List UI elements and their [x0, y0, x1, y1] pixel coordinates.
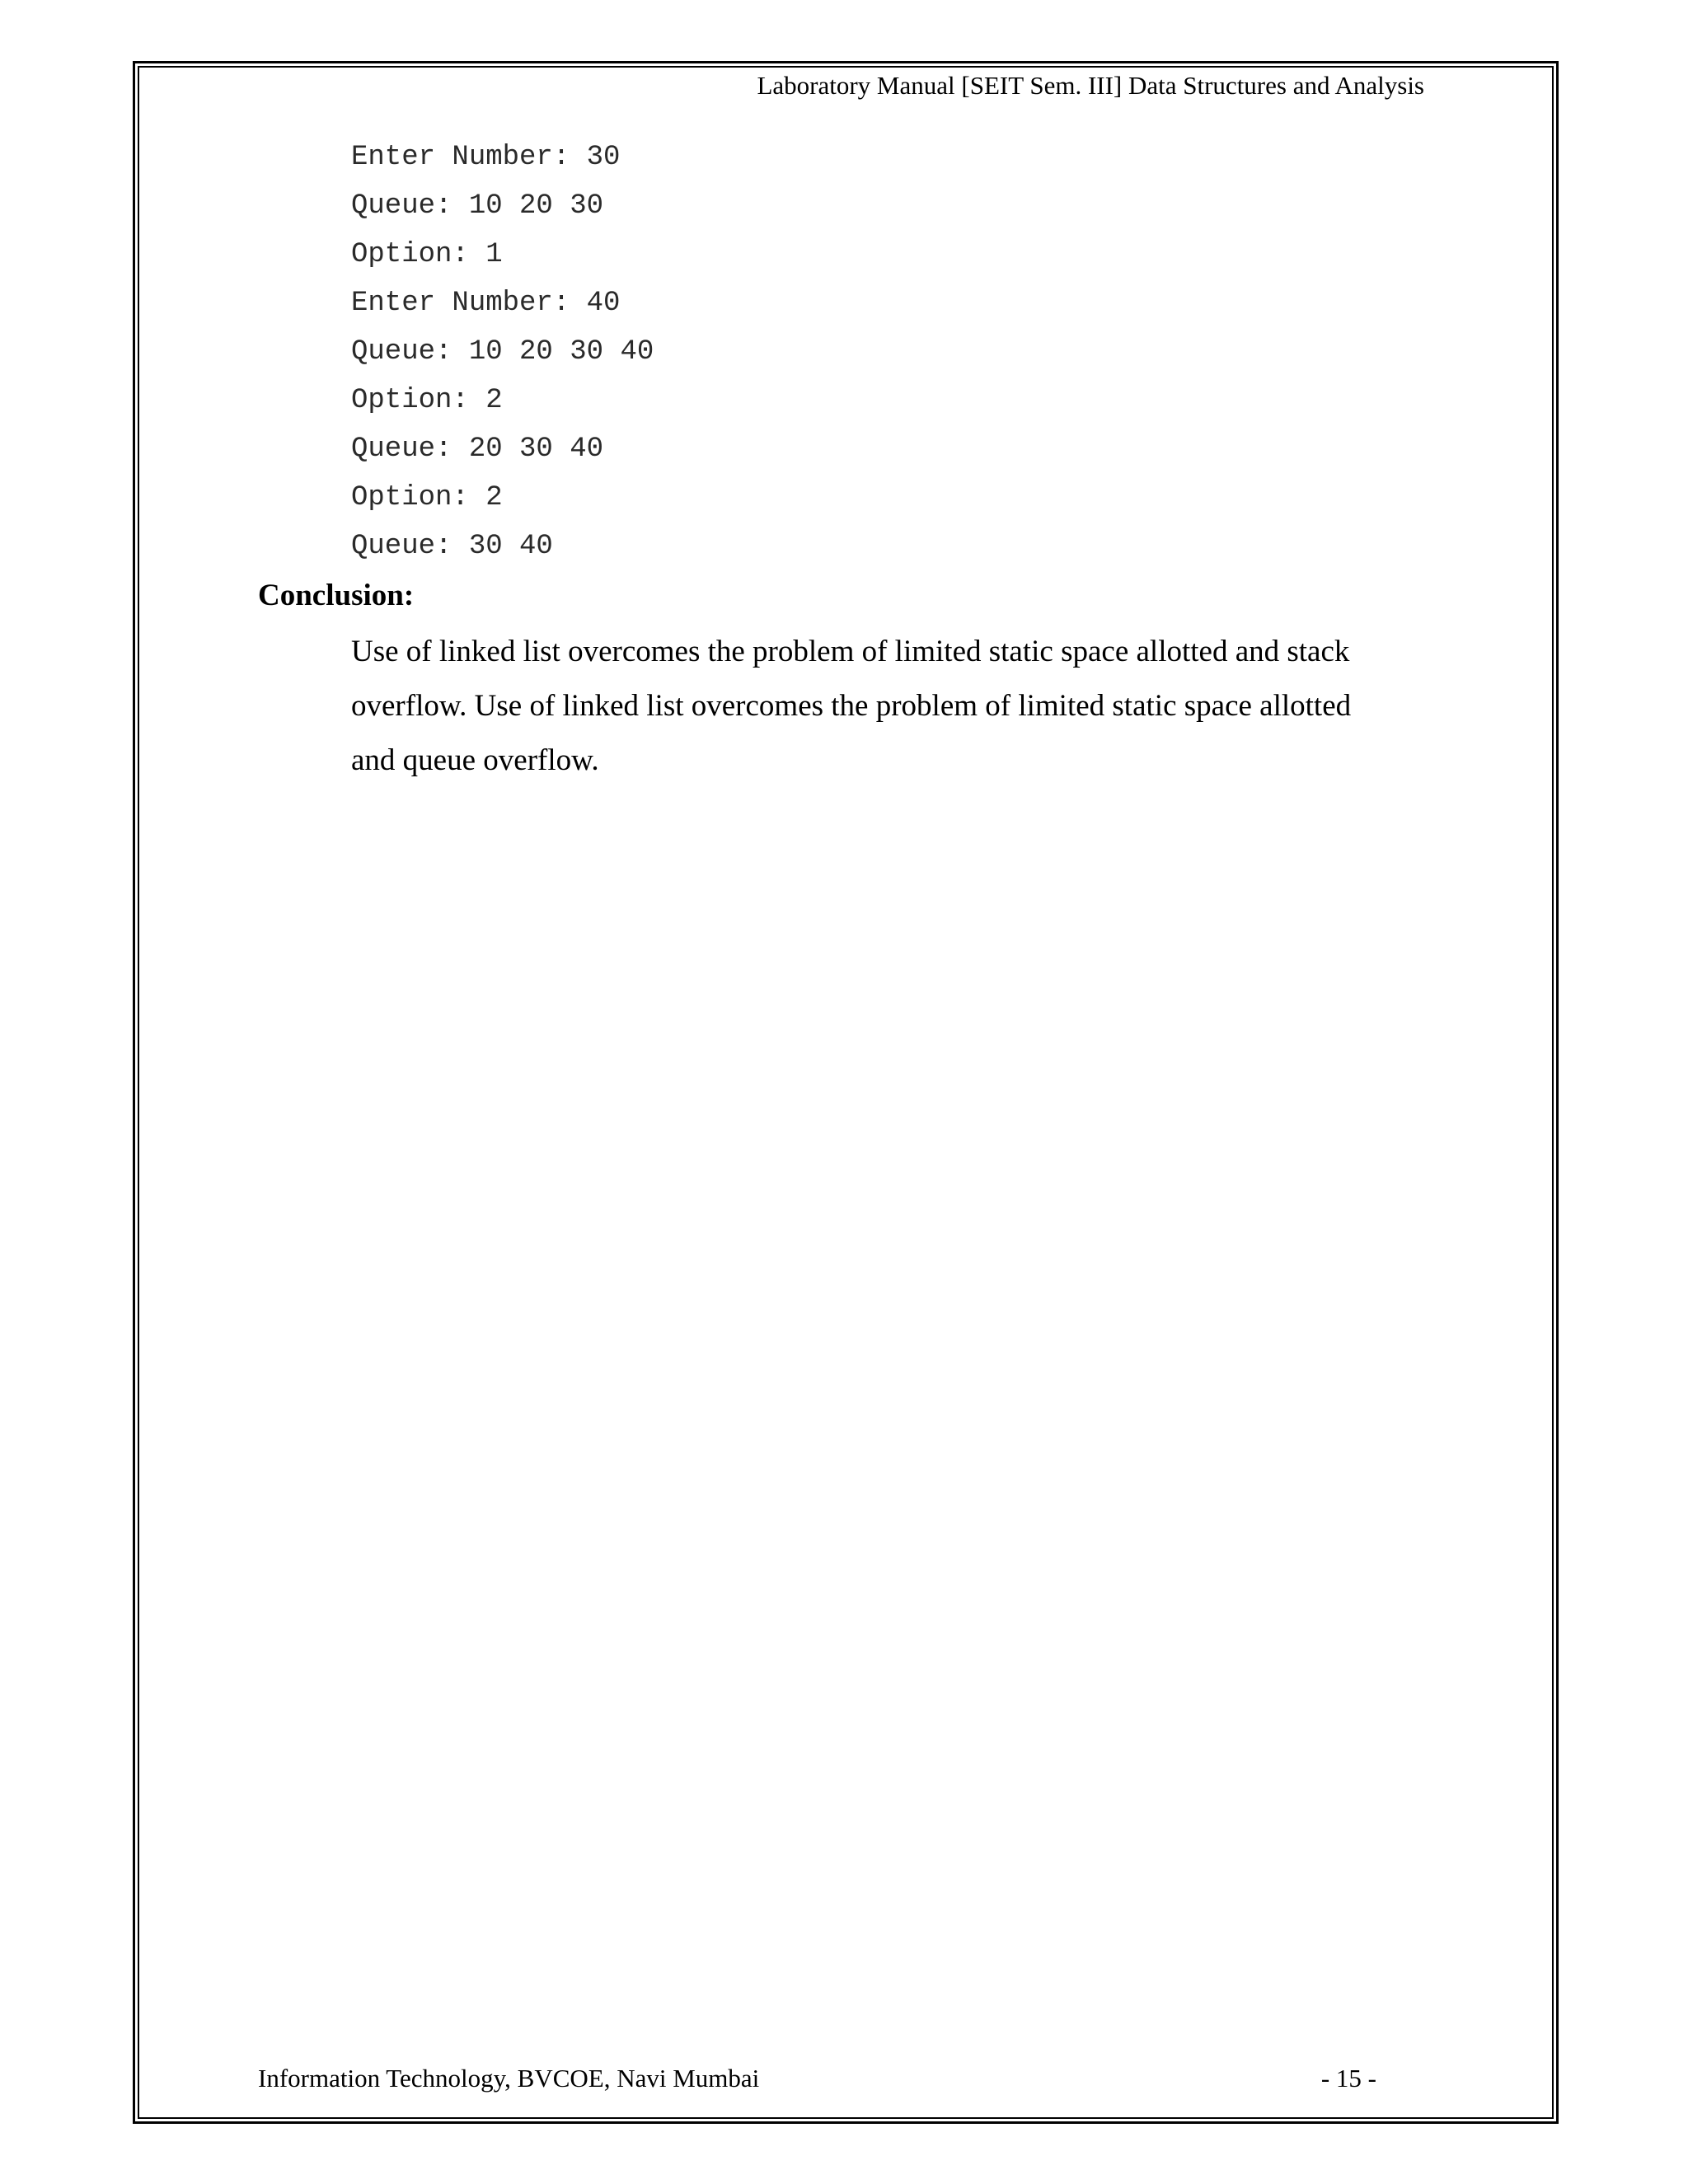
output-line: Queue: 20 30 40 — [351, 434, 604, 465]
running-header: Laboratory Manual [SEIT Sem. III] Data Structures and Analysis — [757, 71, 1424, 100]
footer-institution: Information Technology, BVCOE, Navi Mumbai — [258, 2064, 760, 2093]
output-line: Queue: 10 20 30 — [351, 190, 604, 222]
output-line: Queue: 30 40 — [351, 531, 553, 562]
footer-page-number: - 15 - — [1320, 2064, 1376, 2093]
output-line: Option: 1 — [351, 239, 503, 270]
output-line: Option: 2 — [351, 482, 503, 513]
output-line: Option: 2 — [351, 385, 503, 416]
output-line: Queue: 10 20 30 40 — [351, 336, 654, 368]
output-line: Enter Number: 30 — [351, 142, 621, 173]
output-line: Enter Number: 40 — [351, 288, 621, 319]
conclusion-paragraph: Use of linked list overcomes the problem of limited static space allotted and stack overflow. Use of linked list overcomes the problem of limited static space allotted and queue overflow. — [351, 635, 1352, 777]
program-output — [351, 134, 654, 571]
conclusion-heading: Conclusion: — [258, 579, 415, 612]
page-border-inner — [138, 66, 1554, 2119]
